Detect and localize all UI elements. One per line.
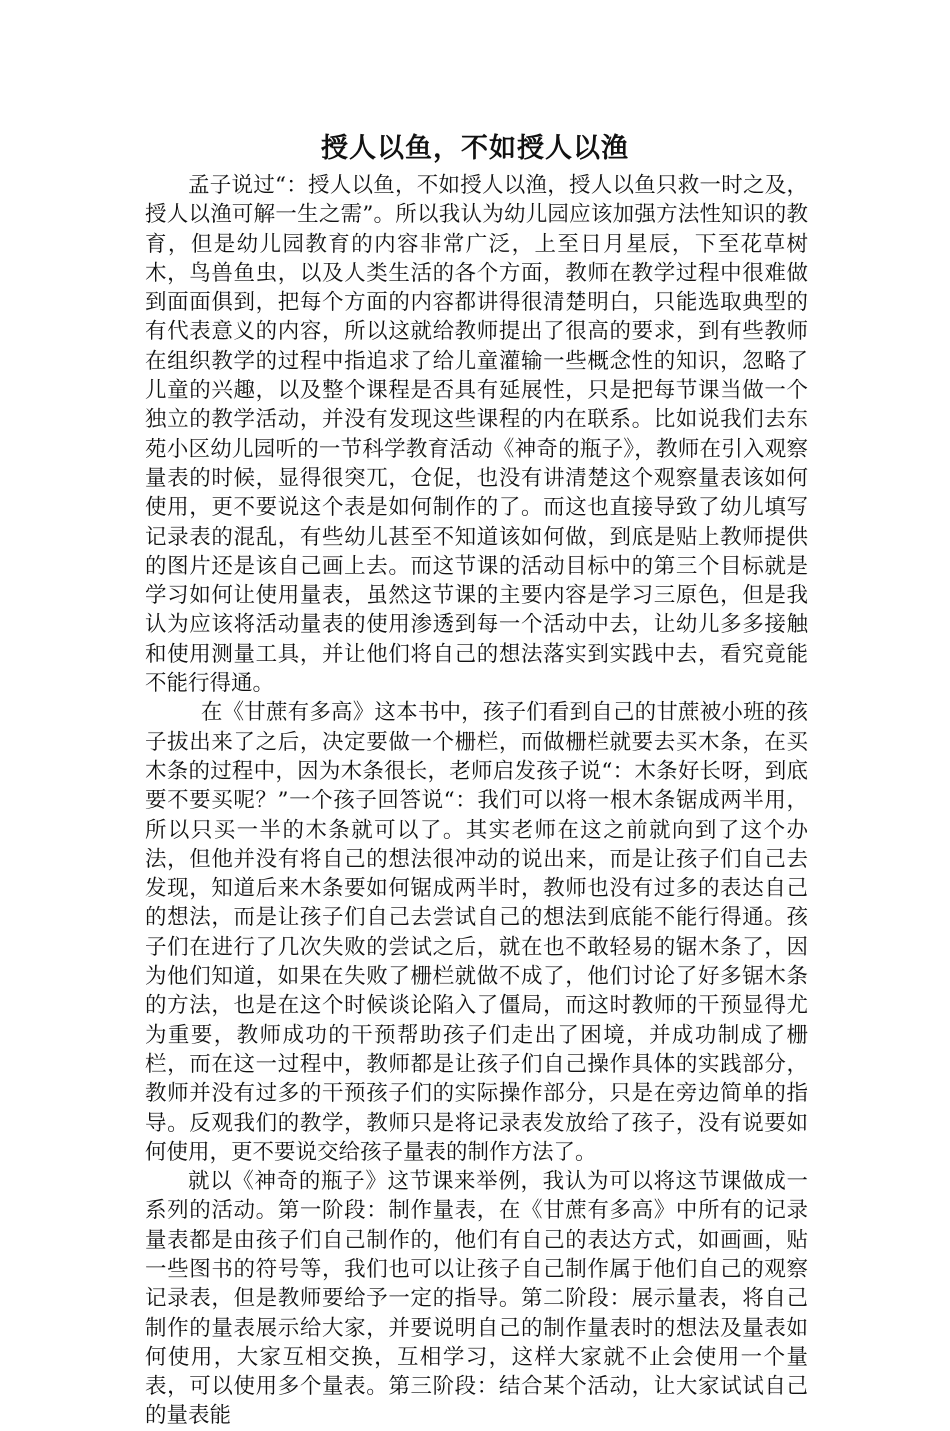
document-body	[145, 171, 808, 1431]
document-title: 授人以鱼，不如授人以渔	[321, 133, 629, 164]
body-paragraph-3: 就以《神奇的瓶子》这节课来举例，我认为可以将这节课做成一系列的活动。第一阶段：制作量表，在《甘蔗有多高》中所有的记录量表都是由孩子们自己制作的，他们有自己的表达方式，如画画，贴一些图书的符号等，我们也可以让孩子自己制作属于他们自己的观察记录表，但是教师要给予一定的指导。第二阶段：展示量表，将自己制作的量表展示给大家，并要说明自己的制作量表时的想法及量表如何使用，大家互相交换，互相学习，这样大家就不止会使用一个量表，可以使用多个量表。第三阶段：结合某个活动，让大家试试自己的量表能	[145, 1169, 808, 1429]
body-paragraph-2: 在《甘蔗有多高》这本书中，孩子们看到自己的甘蔗被小班的孩子拔出来了之后，决定要做一个栅栏，而做栅栏就要去买木条，在买木条的过程中，因为木条很长，老师启发孩子说“：木条好长呀，到底要不要买呢？”一个孩子回答说“：我们可以将一根木条锯成两半用，所以只买一半的木条就可以了。其实老师在这之前就向到了这个办法，但他并没有将自己的想法很冲动的说出来，而是让孩子们自己去发现，知道后来木条要如何锯成两半时，教师也没有过多的表达自己的想法，而是让孩子们自己去尝试自己的想法到底能不能行得通。孩子们在进行了几次失败的尝试之后，就在也不敢轻易的锯木条了，因为他们知道，如果在失败了栅栏就做不成了，他们讨论了好多锯木条的方法，也是在这个时候谈论陷入了僵局，而这时教师的干预显得尤为重要，教师成功的干预帮助孩子们走出了困境，并成功制成了栅栏，而在这一过程中，教师都是让孩子们自己操作具体的实践部分，教师并没有过多的干预孩子们的实际操作部分，只是在旁边简单的指导。反观我们的教学，教师只是将记录表发放给了孩子，没有说要如何使用，更不要说交给孩子量表的制作方法了。	[145, 700, 808, 1165]
body-paragraph-1: 孟子说过“：授人以鱼，不如授人以渔，授人以鱼只救一时之及，授人以渔可解一生之需”。所以我认为幼儿园应该加强方法性知识的教育，但是幼儿园教育的内容非常广泛，上至日月星辰，下至花草树木，鸟兽鱼虫，以及人类生活的各个方面，教师在教学过程中很难做到面面俱到，把每个方面的内容都讲得很清楚明白，只能选取典型的有代表意义的内容，所以这就给教师提出了很高的要求，到有些教师在组织教学的过程中指追求了给儿童灌输一些概念性的知识，忽略了儿童的兴趣，以及整个课程是否具有延展性，只是把每节课当做一个独立的教学活动，并没有发现这些课程的内在联系。比如说我们去东苑小区幼儿园听的一节科学教育活动《神奇的瓶子》，教师在引入观察量表的时候，显得很突兀，仓促，也没有讲清楚这个观察量表该如何使用，更不要说这个表是如何制作的了。而这也直接导致了幼儿填写记录表的混乱，有些幼儿甚至不知道该如何做，到底是贴上教师提供的图片还是该自己画上去。而这节课的活动目标中的第三个目标就是学习如何让使用量表，虽然这节课的主要内容是学习三原色，但是我认为应该将活动量表的使用渗透到每一个活动中去，让幼儿多多接触和使用测量工具，并让他们将自己的想法落实到实践中去，看究竟能不能行得通。	[145, 173, 808, 697]
